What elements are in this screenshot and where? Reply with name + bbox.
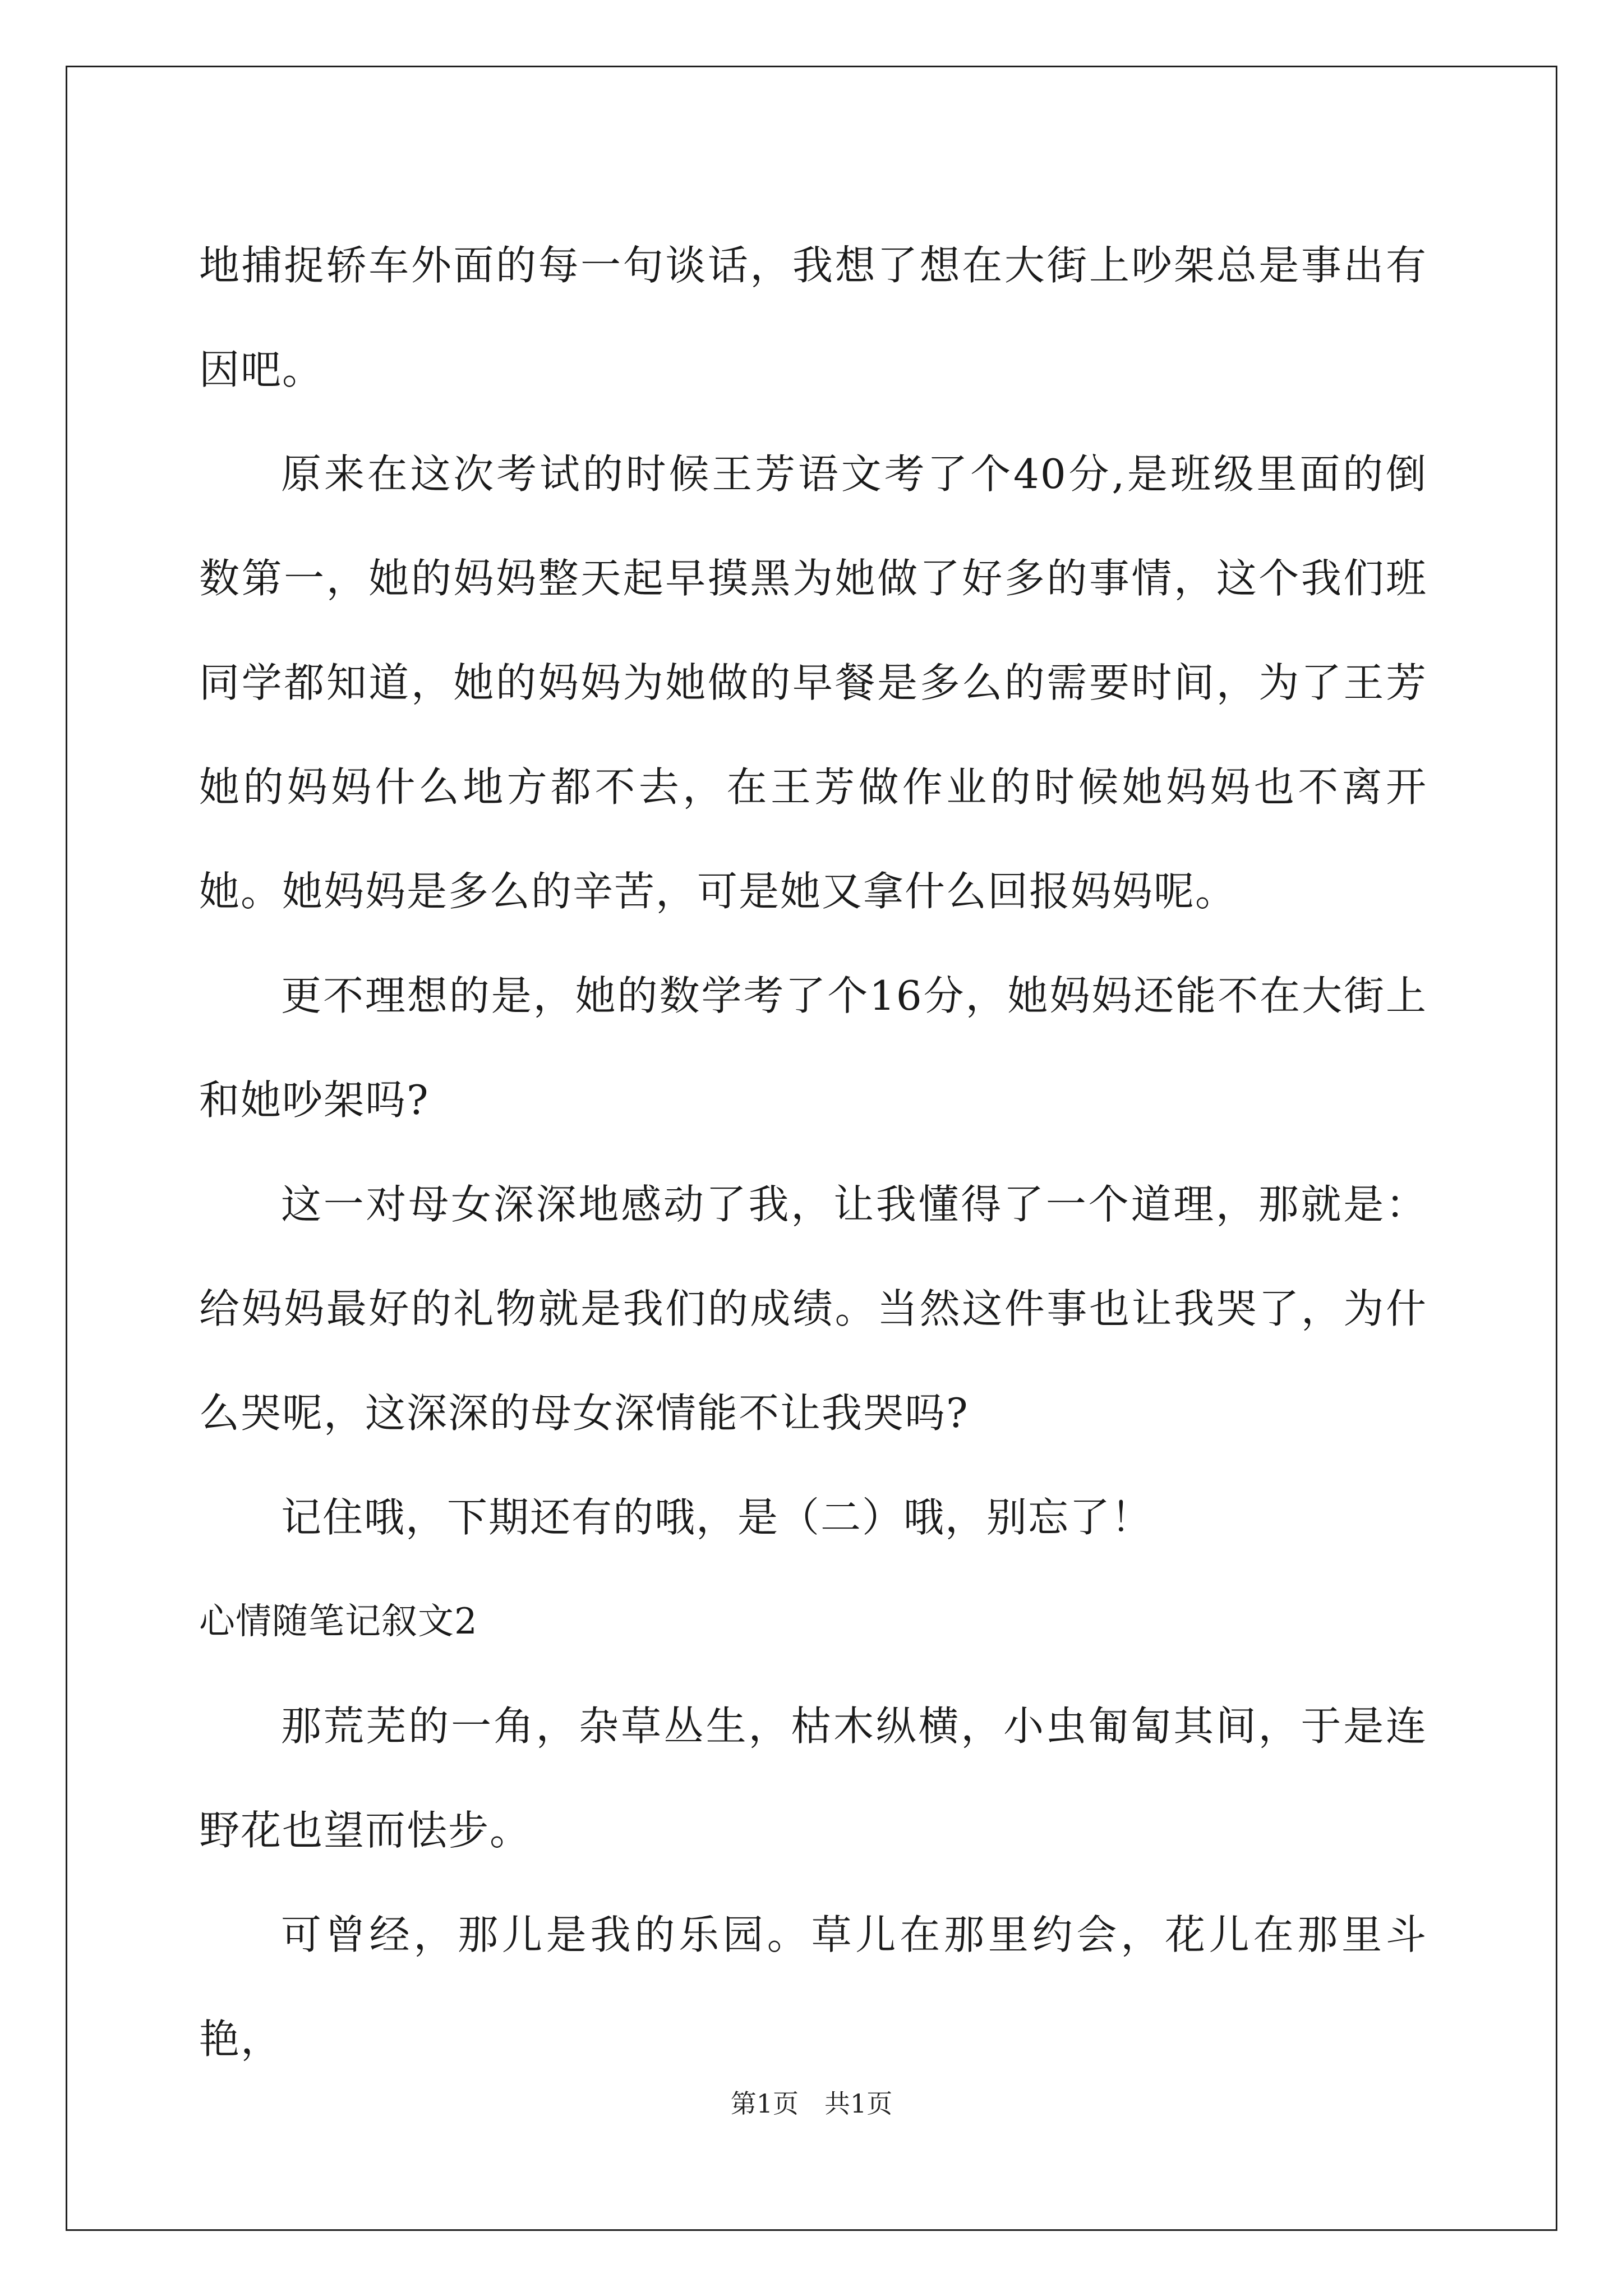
paragraph: 地捕捉轿车外面的每一句谈话，我想了想在大街上吵架总是事出有因吧。 (199, 242, 1427, 393)
paragraph: 更不理想的是，她的数学考了个16分，她妈妈还能不在大街上和她吵架吗? (199, 972, 1427, 1124)
section-title: 心情随笔记叙文2 (199, 1601, 478, 1642)
page-total: 共1页 (824, 2088, 893, 2119)
paragraph: 记住哦，下期还有的哦，是（二）哦，别忘了！ (281, 1494, 1153, 1541)
paragraph: 这一对母女深深地感动了我，让我懂得了一个道理，那就是：给妈妈最好的礼物就是我们的成绩。当然这件事也让我哭了，为什么哭呢，这深深的母女深情能不让我哭吗? (199, 1181, 1427, 1437)
document-body (199, 213, 1427, 2091)
page-number: 第1页 (730, 2088, 799, 2119)
paragraph: 原来在这次考试的时候王芳语文考了个40分,是班级里面的倒数第一，她的妈妈整天起早摸黑为她做了好多的事情，这个我们班同学都知道，她的妈妈为她做的早餐是多么的需要时间，为了王芳她的妈妈什么地方都不去，在王芳做作业的时候她妈妈也不离开她。她妈妈是多么的辛苦，可是她又拿什么回报妈妈呢。 (199, 450, 1427, 915)
paragraph: 可曾经，那儿是我的乐园。草儿在那里约会，花儿在那里斗艳， (199, 1911, 1427, 2063)
paragraph: 那荒芜的一角，杂草丛生，枯木纵横，小虫匍匐其间，于是连野花也望而怯步。 (199, 1703, 1427, 1854)
page-footer (0, 2087, 1623, 2120)
